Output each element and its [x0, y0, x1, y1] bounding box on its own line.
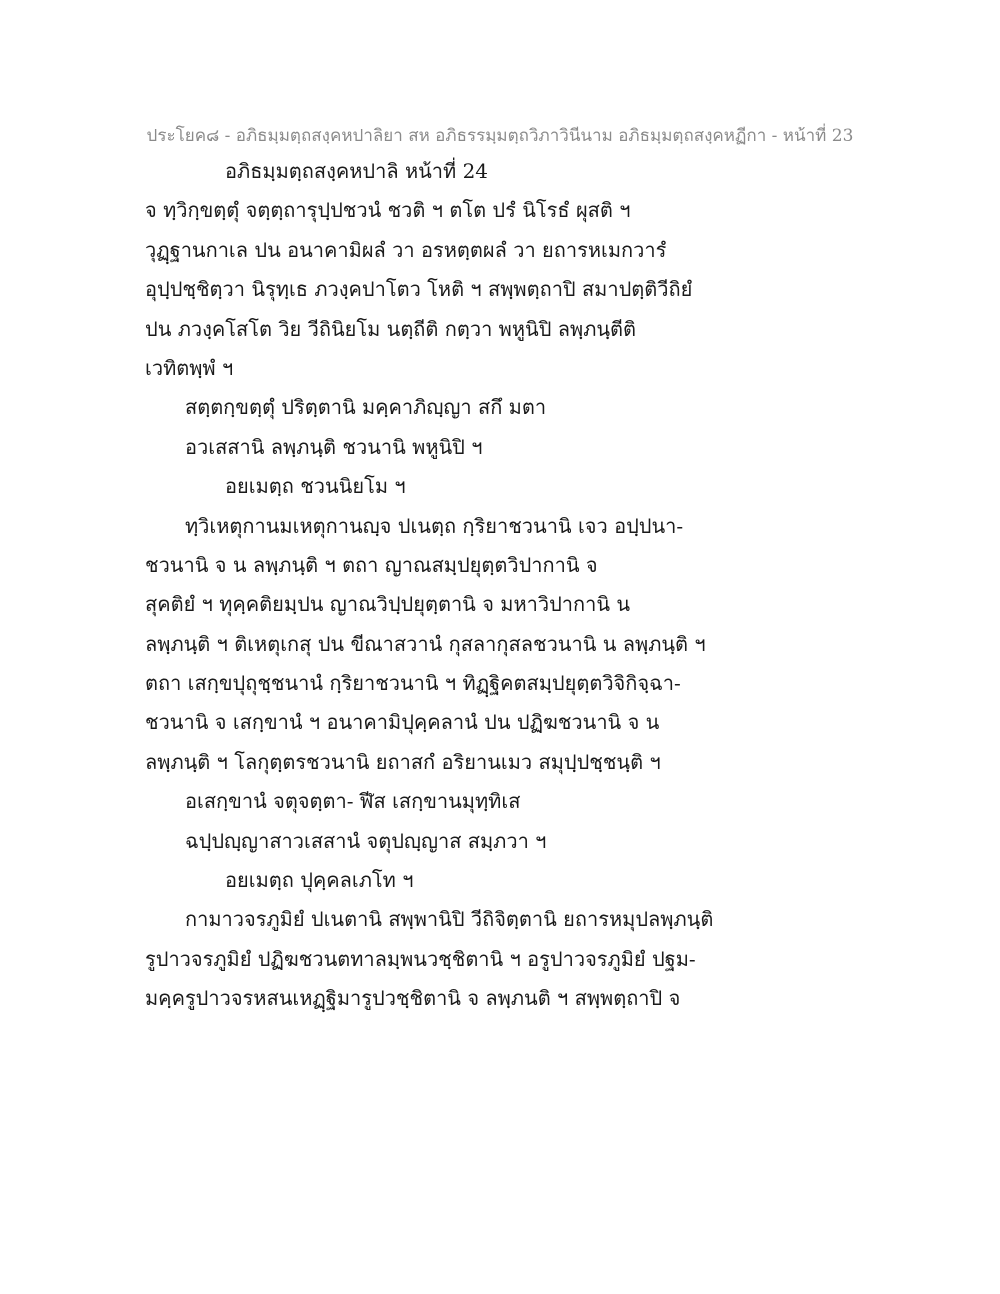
text-line: ลพฺภนฺติ ฯ โลกุตฺตรชวนานิ ยถาสกํ อริยานเมว สมุปฺปชฺชนฺติ ฯ — [145, 749, 661, 774]
running-page-header: ประโยค๘ - อภิธมฺมตฺถสงฺคหปาลิยา สห อภิธรรมฺมตฺถวิภาวินีนาม อภิธมฺมตฺถสงฺคหฏีกา - หน้าที่ 23 — [146, 126, 854, 146]
text-line: อุปฺปชฺชิตฺวา นิรุทฺเธ ภวงฺคปาโตว โหติ ฯ สพฺพตฺถาปิ สมาปตฺติวีถิยํ — [145, 277, 693, 302]
text-line: ปน ภวงฺคโสโต วิย วีถินิยโม นตฺถีติ กตฺวา พหูนิปิ ลพฺภนฺตีติ — [145, 316, 637, 341]
text-line: เวทิตพฺพํ ฯ — [145, 355, 234, 380]
section-conclusion: อยเมตฺถ ปุคฺคลเภโท ฯ — [225, 868, 414, 893]
page-body-text — [145, 152, 865, 1019]
text-line: มคฺครูปาวจรหสนเหฏฺฐิมารูปวชฺชิตานิ จ ลพฺภนติ ฯ สพฺพตฺถาปิ จ — [145, 986, 681, 1011]
paragraph-start-line: กามาวจรภูมิยํ ปเนตานิ สพฺพานิปิ วีถิจิตฺตานิ ยถารหมุปลพฺภนฺติ — [185, 907, 714, 932]
text-line: ชวนานิ จ เสกฺขานํ ฯ อนาคามิปุคฺคลานํ ปน ปฏิฆชวนานิ จ น — [145, 710, 660, 735]
paragraph-start-line: ทฺวิเหตุกานมเหตุกานญฺจ ปเนตฺถ กฺริยาชวนานิ เจว อปฺปนา- — [185, 513, 684, 538]
verse-line: สตฺตกฺขตฺตุํ ปริตฺตานิ มคฺคาภิญฺญา สกึ มตา — [185, 395, 547, 420]
verse-line: ฉปฺปญฺญาสาวเสสานํ จตุปญฺญาส สมฺภวา ฯ — [185, 828, 547, 853]
verse-line: อวเสสานิ ลพฺภนฺติ ชวนานิ พหูนิปิ ฯ — [185, 434, 483, 459]
text-line: ชวนานิ จ น ลพฺภนฺติ ฯ ตถา ญาณสมฺปยุตฺตวิปากานิ จ — [145, 552, 598, 577]
section-title: อภิธมฺมตฺถสงฺคหปาลิ หน้าที่ 24 — [225, 159, 489, 183]
text-line: ลพฺภนฺติ ฯ ติเหตุเกสุ ปน ขีณาสวานํ กุสลากุสลชวนานิ น ลพฺภนฺติ ฯ — [145, 631, 706, 656]
text-line: ตถา เสกฺขปุถุชฺชนานํ กฺริยาชวนานิ ฯ ทิฏฺฐิคตสมฺปยุตฺตวิจิกิจฺฉา- — [145, 671, 681, 696]
text-line: จ ทฺวิกฺขตฺตุํ จตฺตฺถารุปฺปชวนํ ชวติ ฯ ตโต ปรํ นิโรธํ ผุสติ ฯ — [145, 198, 631, 223]
text-line: รูปาวจรภูมิยํ ปฏิฆชวนตทาลมฺพนวชฺชิตานิ ฯ อรูปาวจรภูมิยํ ปฐม- — [145, 946, 696, 971]
verse-line: อเสกฺขานํ จตุจตฺตา- ฬีส เสกฺขานมุทฺทิเส — [185, 789, 521, 814]
text-line: สุคติยํ ฯ ทุคฺคติยมฺปน ญาณวิปฺปยุตฺตานิ จ มหาวิปากานิ น — [145, 592, 631, 617]
text-line: วุฏฺฐานกาเล ปน อนาคามิผลํ วา อรหตฺตผลํ วา ยถารหเมกวารํ — [145, 237, 667, 262]
section-conclusion: อยเมตฺถ ชวนนิยโม ฯ — [225, 474, 406, 499]
